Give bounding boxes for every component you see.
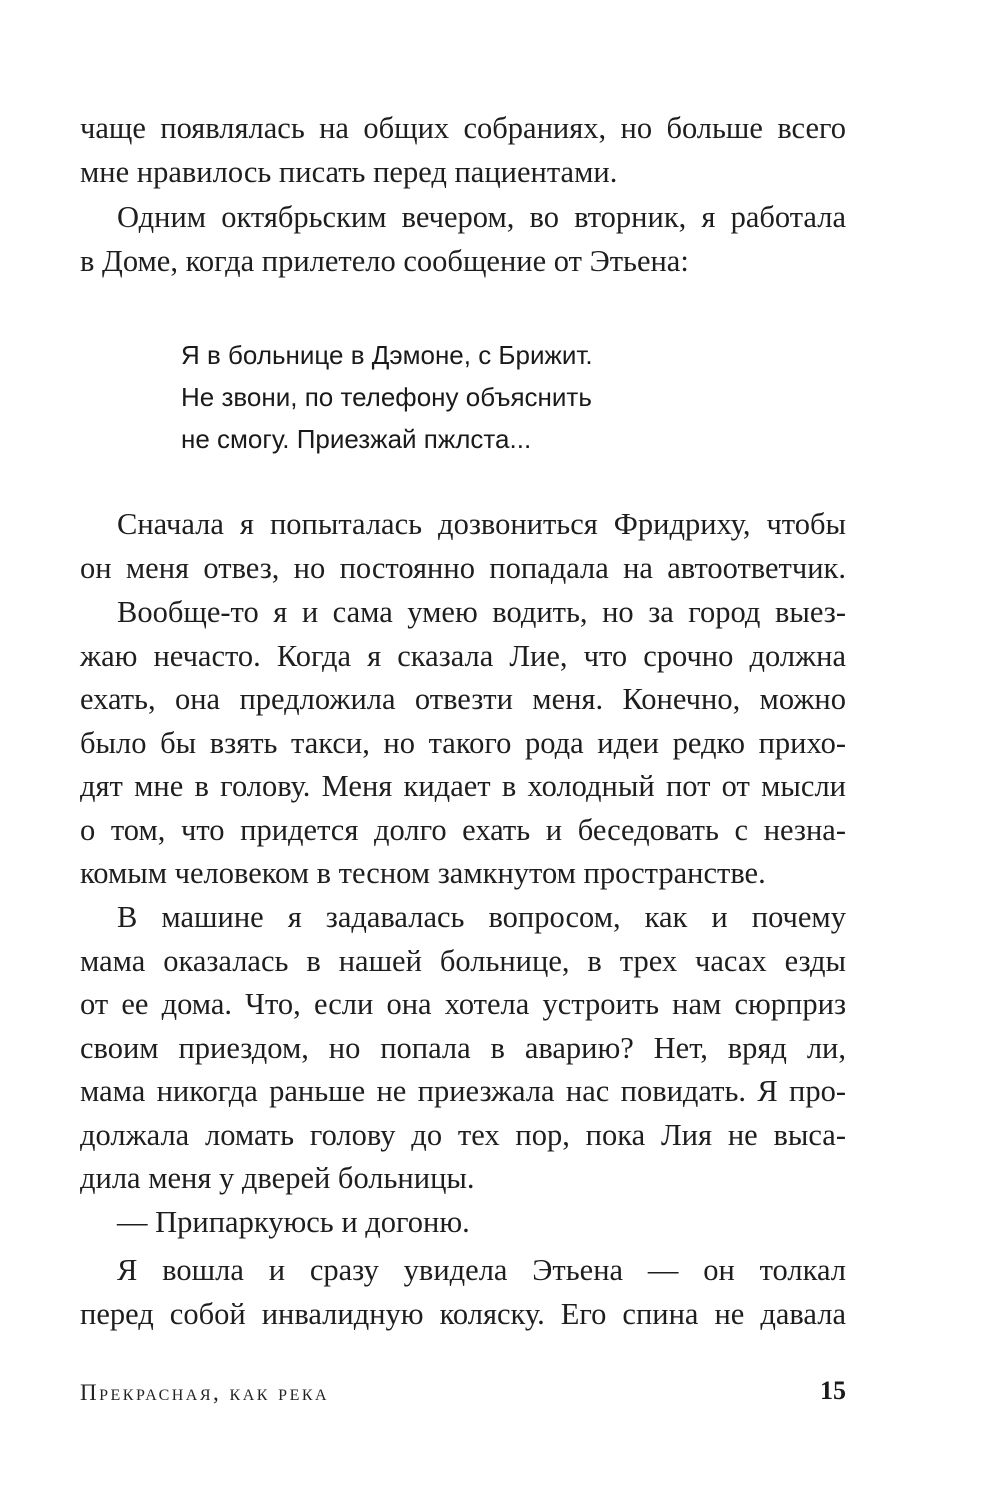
- paragraph-1: [80, 107, 846, 194]
- text-line: Сначала я попыталась дозвониться Фридриху, чтобы: [117, 507, 846, 541]
- paragraph-4: [80, 591, 846, 896]
- message-line: Не звони, по телефону объяснить: [181, 382, 592, 412]
- text-line: дила меня у дверей больницы.: [80, 1161, 475, 1195]
- text-line: о том, что придется долго ехать и беседовать с незна-: [80, 812, 846, 847]
- text-line: жаю нечасто. Когда я сказала Лие, что срочно должна: [80, 638, 846, 673]
- text-line: дят мне в голову. Меня кидает в холодный пот от мысли: [80, 769, 846, 803]
- text-line: ехать, она предложила отвезти меня. Конечно, можно: [80, 682, 846, 716]
- text-line: мама никогда раньше не приезжала нас повидать. Я про-: [80, 1074, 846, 1108]
- text-message: [181, 334, 741, 460]
- page-number: 15: [820, 1376, 846, 1405]
- text-line: мама оказалась в нашей больнице, в трех часах езды: [80, 943, 846, 978]
- text-line: мне нравилось писать перед пациентами.: [80, 154, 618, 189]
- text-line: должала ломать голову до тех пор, пока Лия не выса-: [80, 1117, 846, 1152]
- text-line: — Припаркуюсь и догоню.: [117, 1205, 470, 1239]
- text-line: Я вошла и сразу увидела Этьена — он толкал: [117, 1253, 846, 1287]
- message-line: не смогу. Приезжай пжлста...: [181, 424, 532, 454]
- message-line: Я в больнице в Дэмоне, с Брижит.: [181, 340, 593, 370]
- text-line: он меня отвез, но постоянно попадала на автоответчик.: [80, 550, 846, 585]
- text-line: перед собой инвалидную коляску. Его спина не давала: [80, 1296, 846, 1331]
- text-line: комым человеком в тесном замкнутом пространстве.: [80, 856, 766, 890]
- text-line: от ее дома. Что, если она хотела устроить нам сюрприз: [80, 987, 846, 1021]
- text-line: своим приездом, но попала в аварию? Нет, вряд ли,: [80, 1030, 846, 1065]
- text-line: Вообще-то я и сама умею водить, но за город выез-: [117, 595, 846, 629]
- running-footer-title: Прекрасная, как река: [80, 1380, 330, 1405]
- paragraph-7: [80, 1249, 846, 1336]
- text-line: В машине я задавалась вопросом, как и почему: [117, 900, 846, 934]
- paragraph-6: [80, 1201, 846, 1245]
- text-line: в Доме, когда прилетело сообщение от Этьена:: [80, 243, 689, 278]
- paragraph-5: [80, 896, 846, 1201]
- text-line: было бы взять такси, но такого рода идеи редко прихо-: [80, 725, 846, 760]
- text-line: чаще появлялась на общих собраниях, но больше всего: [80, 111, 846, 145]
- paragraph-2: [80, 196, 846, 283]
- paragraph-3: [80, 503, 846, 590]
- text-line: Одним октябрьским вечером, во вторник, я работала: [117, 200, 846, 234]
